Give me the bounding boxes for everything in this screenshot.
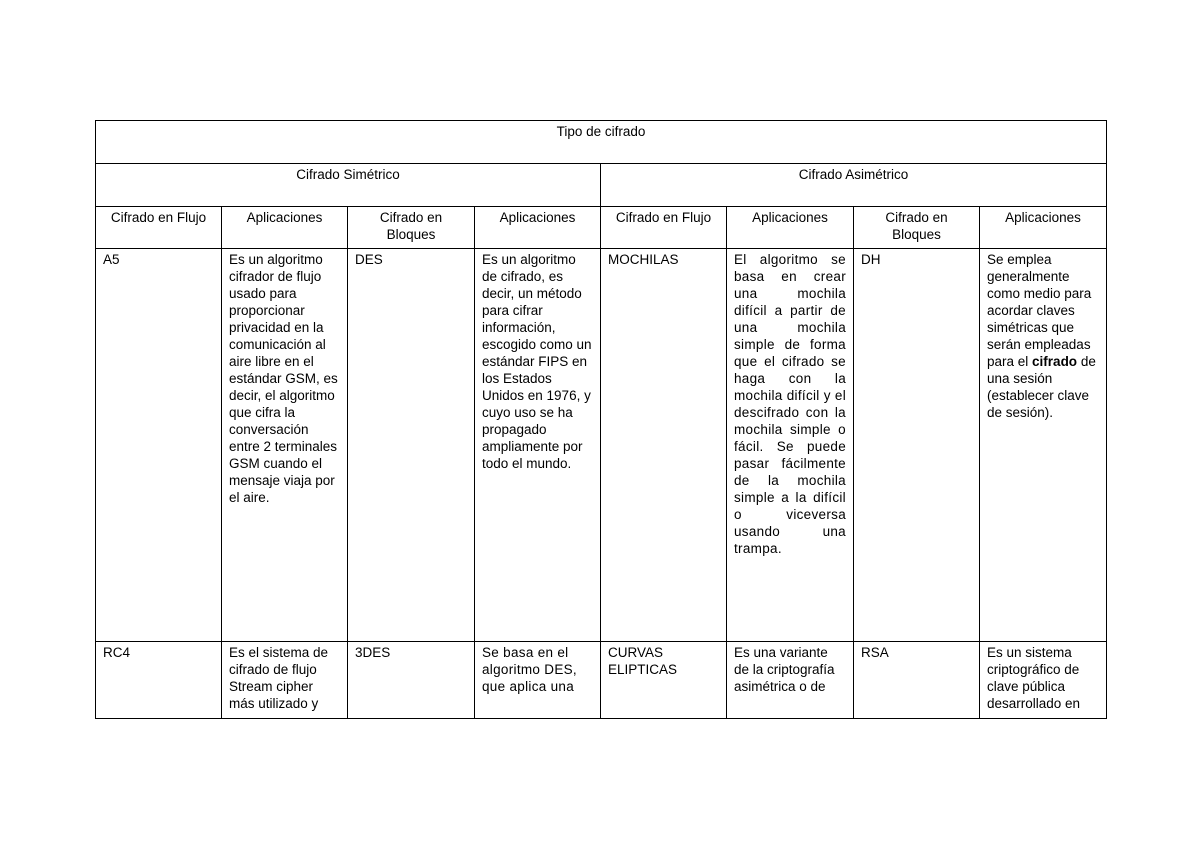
application-cell: Es un algoritmo cifrador de flujo usado para proporcionar privacidad en la comunicación al aire libre en el estándar GSM, es decir, el algoritmo que cifra la conversación entre 2 terminales GSM cuando el mensaje viaja por el aire. (222, 249, 348, 642)
column-header: Cifrado en Bloques (854, 207, 980, 249)
cipher-name-cell: RSA (854, 642, 980, 719)
header-row (96, 207, 1107, 249)
cipher-name-cell: CURVAS ELIPTICAS (601, 642, 727, 719)
application-cell: Es un algoritmo de cifrado, es decir, un método para cifrar información, escogido como un estándar FIPS en los Estados Unidos en 1976, y cuyo uso se ha propagado ampliamente por todo el mundo. (475, 249, 601, 642)
cipher-name-cell: DH (854, 249, 980, 642)
application-text: Se emplea generalmente como medio para acordar claves simétricas que serán empleadas para el (987, 252, 1092, 369)
application-cell: El algoritmo se basa en crear una mochila difícil a partir de una mochila simple de forma que el cifrado se haga con la mochila difícil y el descifrado con la mochila simple o fácil. Se puede pasar fácilmente de la mochila simple a la difícil o viceversa usando una trampa. (727, 249, 854, 642)
column-header: Cifrado en Flujo (601, 207, 727, 249)
application-cell: Es un sistema criptográfico de clave pública desarrollado en (980, 642, 1107, 719)
bold-keyword: cifrado (1032, 354, 1078, 369)
column-header: Aplicaciones (475, 207, 601, 249)
application-cell: Es una variante de la criptografía asimétrica o de (727, 642, 854, 719)
application-text: de una sesión (establecer clave de sesión). (987, 354, 1096, 420)
application-cell (980, 249, 1107, 642)
table-title: Tipo de cifrado (96, 121, 1107, 164)
column-header: Aplicaciones (222, 207, 348, 249)
cipher-types-table (95, 120, 1107, 719)
column-header: Cifrado en Flujo (96, 207, 222, 249)
application-cell: Se basa en el algoritmo DES, que aplica una (475, 642, 601, 719)
application-cell: Es el sistema de cifrado de flujo Stream cipher más utilizado y (222, 642, 348, 719)
column-header: Aplicaciones (727, 207, 854, 249)
table-row (96, 642, 1107, 719)
group-asymmetric: Cifrado Asimétrico (601, 164, 1107, 207)
group-row (96, 164, 1107, 207)
table-row (96, 249, 1107, 642)
column-header: Cifrado en Bloques (348, 207, 475, 249)
cipher-name-cell: MOCHILAS (601, 249, 727, 642)
cipher-name-cell: 3DES (348, 642, 475, 719)
title-row (96, 121, 1107, 164)
cipher-name-cell: RC4 (96, 642, 222, 719)
cipher-name-cell: A5 (96, 249, 222, 642)
column-header: Aplicaciones (980, 207, 1107, 249)
group-symmetric: Cifrado Simétrico (96, 164, 601, 207)
cipher-name-cell: DES (348, 249, 475, 642)
